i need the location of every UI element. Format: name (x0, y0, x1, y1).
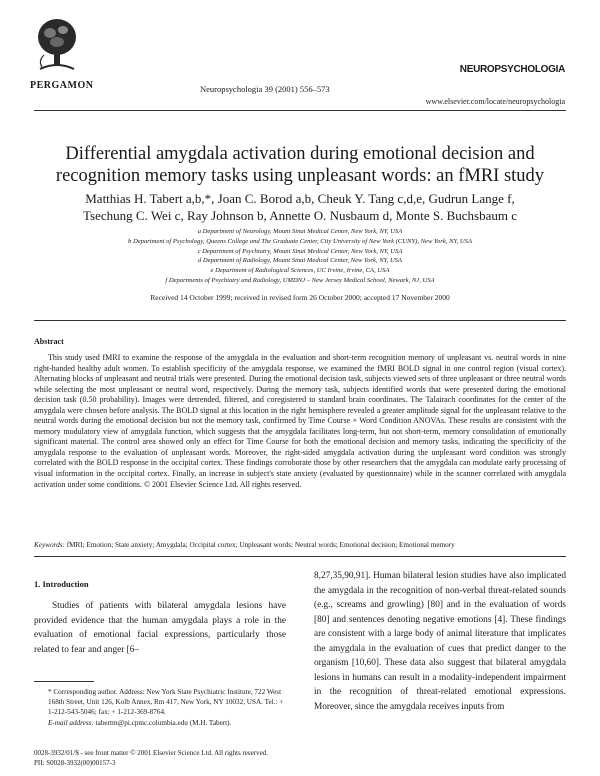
intro-left-column: Studies of patients with bilateral amygdala lesions have provided evidence that the human amygdala plays a role in the evaluation of emotional facial expressions, particularly those related to fear and anger [6– (34, 601, 286, 655)
title-line-1: Differential amygdala activation during emotional decision and (65, 144, 535, 164)
author-list (40, 190, 560, 224)
abstract-bottom-divider (34, 556, 566, 557)
journal-citation: Neuropsychologia 39 (2001) 556–573 (200, 84, 330, 94)
article-title (30, 143, 570, 187)
affiliation-d: d Department of Radiology, Mount Sinai Medical Center, New York, NY, USA (197, 257, 403, 265)
affiliation-e: e Department of Radiological Sciences, UC Irvine, Irvine, CA, USA (210, 267, 390, 275)
affiliation-b: b Department of Psychology, Queens College and The Graduate Center, City University of New York (CUNY), New York, NY, USA (128, 237, 472, 245)
email-note (34, 718, 286, 728)
email-label: E-mail address: (48, 718, 94, 727)
section-heading-introduction: 1. Introduction (34, 579, 89, 589)
authors-line-2: Tsechung C. Wei c, Ray Johnson b, Annette O. Nusbaum d, Monte S. Buchsbaum c (83, 208, 517, 223)
publisher-name: PERGAMON (30, 80, 94, 91)
title-line-2: recognition memory tasks using unpleasant words: an fMRI study (55, 166, 545, 186)
footnote (34, 687, 286, 728)
affiliation-c: c Department of Psychiatry, Mount Sinai Medical Center, New York, NY, USA (197, 247, 403, 255)
footer-pii: PII: S0028-3932(00)00157-3 (34, 758, 116, 767)
header-divider (34, 110, 566, 111)
journal-url-link[interactable]: www.elsevier.com/locate/neuropsychologia (425, 97, 565, 106)
affiliation-a: a Department of Neurology, Mount Sinai Medical Center, New York, NY, USA (197, 228, 403, 235)
affiliations (30, 227, 570, 286)
journal-name: NEUROPSYCHOLOGIA (459, 64, 565, 75)
abstract-top-divider (34, 320, 566, 321)
abstract-heading: Abstract (34, 337, 64, 346)
keywords-list: fMRI; Emotion; State anxiety; Amygdala; Occipital cortex; Unpleasant words; Neutral words; Emotional decision; Emotional memory (66, 541, 455, 549)
affiliation-f: f Departments of Psychiatry and Radiology, UMDNJ – New Jersey Medical School, Newark, NJ, USA (165, 276, 435, 284)
keywords-label: Keywords: (34, 541, 65, 549)
pergamon-tree-logo-icon (34, 15, 80, 73)
corresponding-author-note: * Corresponding author. Address: New York State Psychiatric Institute, 722 West 168th Street, Unit 126, Kolb Annex, Rm 417, New York, NY 10032, USA. Tel.: + 1-212-543-5046; fax: + 1-212-369-8764. (48, 688, 284, 717)
intro-right-column: 8,27,35,90,91]. Human bilateral lesion studies have also implicated the amygdala in the recognition of non-verbal threat-related sounds (e.g., screams and growling) [80] and in the evaluation of words [80] and sentences denoting negative emotions [4]. These findings are consistent with a large body of animal literature that implicates the amygdala in the evaluation of cues that predict danger to the organism [10,60]. These data also suggest that bilateral amygdala lesions in humans can result in a modality-independent impairment in the recognition of threat-related emotional expressions. Moreover, since the amygdala receives inputs from (314, 571, 566, 712)
email-address[interactable]: tabertm@pi.cpmc.columbia.edu (M.H. Tabert). (95, 718, 232, 727)
keywords (34, 541, 566, 549)
footnote-divider (34, 681, 94, 682)
footer-line-1: 0028-3932/01/$ - see front matter © 2001 Elsevier Science Ltd. All rights reserved. (34, 749, 268, 757)
received-dates: Received 14 October 1999; received in revised form 26 October 2000; accepted 17 November 2000 (150, 293, 450, 302)
copyright-footer (34, 749, 268, 769)
authors-line-1: Matthias H. Tabert a,b,*, Joan C. Borod a,b, Cheuk Y. Tang c,d,e, Gudrun Lange f, (85, 191, 515, 206)
abstract-text: This study used fMRI to examine the response of the amygdala in the evaluation and short-term recognition memory of unpleasant vs. neutral words in nine right-handed healthy adult women. To establish specificity of the amygdala response, we examined the fMRI BOLD signal in one control region (visual cortex). Alternating blocks of unpleasant and neutral trials were presented. During the emotional decision task, subjects viewed sets of three unpleasant or three neutral words while selecting the most unpleasant or neutral word, respectively. During the memory task, subjects identified words that were presented during the emotional decision task (0.50 probability). Images were detrended, filtered, and coregistered to standard brain coordinates. The Talairach coordinates for the center of the amygdala were chosen before analysis. The BOLD signal at this location in the right hemisphere revealed a greater amplitude signal for the unpleasant relative to the neutral words during the emotional decision but not the memory task, confirmed by Time Course × Word Condition ANOVAs. These results are consistent with the memory modulatory view of amygdala function, which suggests that the amygdala facilitates long-term, but not short-term, memory consolidation of emotionally significant material. The control area showed only an effect for Time Course for both the emotional decision and memory tasks, indicating the specificity of the amygdala response to the evaluation of unpleasant words. Moreover, the right-sided amygdala activation during the unpleasant word condition was strongly correlated with the BOLD response in the occipital cortex. These findings corroborate those by other researchers that the amygdala can modulate early processing of visual information in the occipital cortex. Finally, an increase in subject's state anxiety (evaluated by questionnaire) while in the scanner correlated with amygdala activation under some conditions. © 2001 Elsevier Science Ltd. All rights reserved. (34, 353, 566, 489)
